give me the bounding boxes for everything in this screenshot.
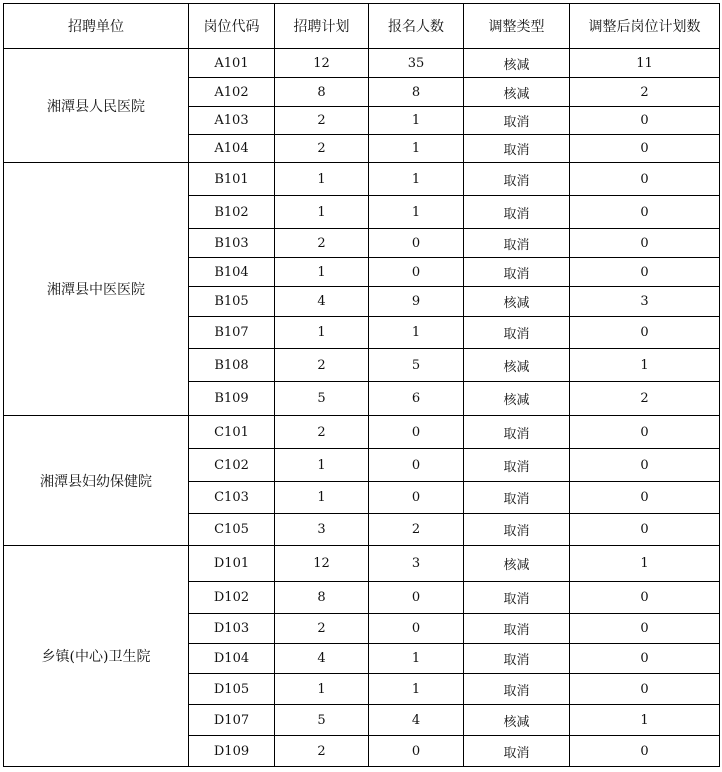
applicant-count: 1 (369, 135, 464, 163)
header-applicants: 报名人数 (369, 4, 464, 49)
adjusted-plan-count: 2 (570, 382, 720, 416)
position-code: C105 (189, 514, 275, 546)
adjustment-type: 取消 (464, 449, 570, 482)
recruitment-plan: 1 (275, 674, 369, 705)
adjustment-type: 取消 (464, 107, 570, 135)
applicant-count: 0 (369, 229, 464, 258)
adjustment-type: 核减 (464, 78, 570, 107)
adjusted-plan-count: 0 (570, 163, 720, 196)
adjustment-type: 取消 (464, 229, 570, 258)
table-row (4, 416, 720, 449)
adjusted-plan-count: 0 (570, 482, 720, 514)
position-code: B109 (189, 382, 275, 416)
table-row (4, 546, 720, 582)
header-unit: 招聘单位 (4, 4, 189, 49)
recruitment-plan: 1 (275, 196, 369, 229)
adjusted-plan-count: 0 (570, 614, 720, 644)
position-code: C101 (189, 416, 275, 449)
position-code: D102 (189, 582, 275, 614)
adjusted-plan-count: 0 (570, 317, 720, 349)
adjustment-type: 取消 (464, 317, 570, 349)
adjustment-type: 核减 (464, 49, 570, 78)
adjusted-plan-count: 3 (570, 287, 720, 317)
recruitment-plan: 2 (275, 349, 369, 382)
adjusted-plan-count: 0 (570, 196, 720, 229)
applicant-count: 1 (369, 674, 464, 705)
applicant-count: 1 (369, 317, 464, 349)
header-plan: 招聘计划 (275, 4, 369, 49)
adjustment-type: 核减 (464, 546, 570, 582)
applicant-count: 35 (369, 49, 464, 78)
recruitment-plan: 8 (275, 582, 369, 614)
position-code: B102 (189, 196, 275, 229)
adjustment-type: 核减 (464, 349, 570, 382)
recruitment-plan: 1 (275, 449, 369, 482)
adjusted-plan-count: 0 (570, 135, 720, 163)
applicant-count: 8 (369, 78, 464, 107)
position-code: A101 (189, 49, 275, 78)
position-code: D103 (189, 614, 275, 644)
adjusted-plan-count: 0 (570, 229, 720, 258)
position-code: D104 (189, 644, 275, 674)
position-code: D105 (189, 674, 275, 705)
applicant-count: 0 (369, 736, 464, 767)
adjusted-plan-count: 0 (570, 674, 720, 705)
adjusted-plan-count: 0 (570, 258, 720, 287)
position-code: B105 (189, 287, 275, 317)
applicant-count: 4 (369, 705, 464, 736)
adjustment-type: 核减 (464, 382, 570, 416)
position-code: C103 (189, 482, 275, 514)
adjusted-plan-count: 0 (570, 416, 720, 449)
adjustment-type: 取消 (464, 736, 570, 767)
adjusted-plan-count: 0 (570, 582, 720, 614)
table-row (4, 49, 720, 78)
recruitment-plan: 5 (275, 382, 369, 416)
applicant-count: 1 (369, 107, 464, 135)
adjusted-plan-count: 1 (570, 705, 720, 736)
recruitment-plan: 1 (275, 258, 369, 287)
position-code: A103 (189, 107, 275, 135)
adjusted-plan-count: 0 (570, 736, 720, 767)
header-code: 岗位代码 (189, 4, 275, 49)
adjustment-type: 取消 (464, 674, 570, 705)
position-code: B103 (189, 229, 275, 258)
adjustment-type: 取消 (464, 514, 570, 546)
recruitment-plan: 2 (275, 736, 369, 767)
recruitment-plan: 1 (275, 163, 369, 196)
adjusted-plan-count: 0 (570, 514, 720, 546)
position-code: D101 (189, 546, 275, 582)
recruitment-plan: 5 (275, 705, 369, 736)
position-code: D109 (189, 736, 275, 767)
recruitment-plan: 3 (275, 514, 369, 546)
adjusted-plan-count: 1 (570, 349, 720, 382)
applicant-count: 0 (369, 449, 464, 482)
adjustment-type: 取消 (464, 582, 570, 614)
recruitment-plan: 8 (275, 78, 369, 107)
adjusted-plan-count: 2 (570, 78, 720, 107)
adjustment-type: 取消 (464, 614, 570, 644)
recruitment-plan: 2 (275, 229, 369, 258)
applicant-count: 6 (369, 382, 464, 416)
applicant-count: 1 (369, 196, 464, 229)
recruitment-plan: 2 (275, 107, 369, 135)
recruitment-plan: 2 (275, 135, 369, 163)
position-code: A104 (189, 135, 275, 163)
applicant-count: 0 (369, 416, 464, 449)
adjusted-plan-count: 0 (570, 644, 720, 674)
applicant-count: 0 (369, 614, 464, 644)
header-adjust-type: 调整类型 (464, 4, 570, 49)
position-code: B104 (189, 258, 275, 287)
applicant-count: 3 (369, 546, 464, 582)
adjusted-plan-count: 0 (570, 107, 720, 135)
adjustment-type: 取消 (464, 163, 570, 196)
position-code: B108 (189, 349, 275, 382)
unit-name: 乡镇(中心)卫生院 (4, 546, 189, 767)
applicant-count: 0 (369, 258, 464, 287)
applicant-count: 2 (369, 514, 464, 546)
adjusted-plan-count: 0 (570, 449, 720, 482)
recruitment-plan: 1 (275, 482, 369, 514)
adjustment-type: 取消 (464, 416, 570, 449)
applicant-count: 1 (369, 163, 464, 196)
applicant-count: 1 (369, 644, 464, 674)
header-row (4, 4, 720, 49)
adjustment-type: 取消 (464, 196, 570, 229)
adjustment-type: 核减 (464, 287, 570, 317)
adjusted-plan-count: 1 (570, 546, 720, 582)
adjustment-type: 取消 (464, 135, 570, 163)
table-body (4, 49, 720, 767)
adjustment-type: 取消 (464, 482, 570, 514)
adjustment-type: 核减 (464, 705, 570, 736)
recruitment-plan: 2 (275, 416, 369, 449)
unit-name: 湘潭县妇幼保健院 (4, 416, 189, 546)
applicant-count: 5 (369, 349, 464, 382)
recruitment-plan: 12 (275, 49, 369, 78)
recruitment-adjustment-table (3, 3, 720, 767)
position-code: A102 (189, 78, 275, 107)
position-code: B101 (189, 163, 275, 196)
position-code: C102 (189, 449, 275, 482)
adjusted-plan-count: 11 (570, 49, 720, 78)
table-row (4, 163, 720, 196)
recruitment-plan: 12 (275, 546, 369, 582)
recruitment-plan: 4 (275, 287, 369, 317)
position-code: D107 (189, 705, 275, 736)
position-code: B107 (189, 317, 275, 349)
unit-name: 湘潭县中医医院 (4, 163, 189, 416)
adjustment-type: 取消 (464, 258, 570, 287)
adjustment-type: 取消 (464, 644, 570, 674)
recruitment-plan: 1 (275, 317, 369, 349)
applicant-count: 0 (369, 482, 464, 514)
recruitment-plan: 4 (275, 644, 369, 674)
applicant-count: 0 (369, 582, 464, 614)
recruitment-plan: 2 (275, 614, 369, 644)
unit-name: 湘潭县人民医院 (4, 49, 189, 163)
applicant-count: 9 (369, 287, 464, 317)
header-adjusted-plan: 调整后岗位计划数 (570, 4, 720, 49)
